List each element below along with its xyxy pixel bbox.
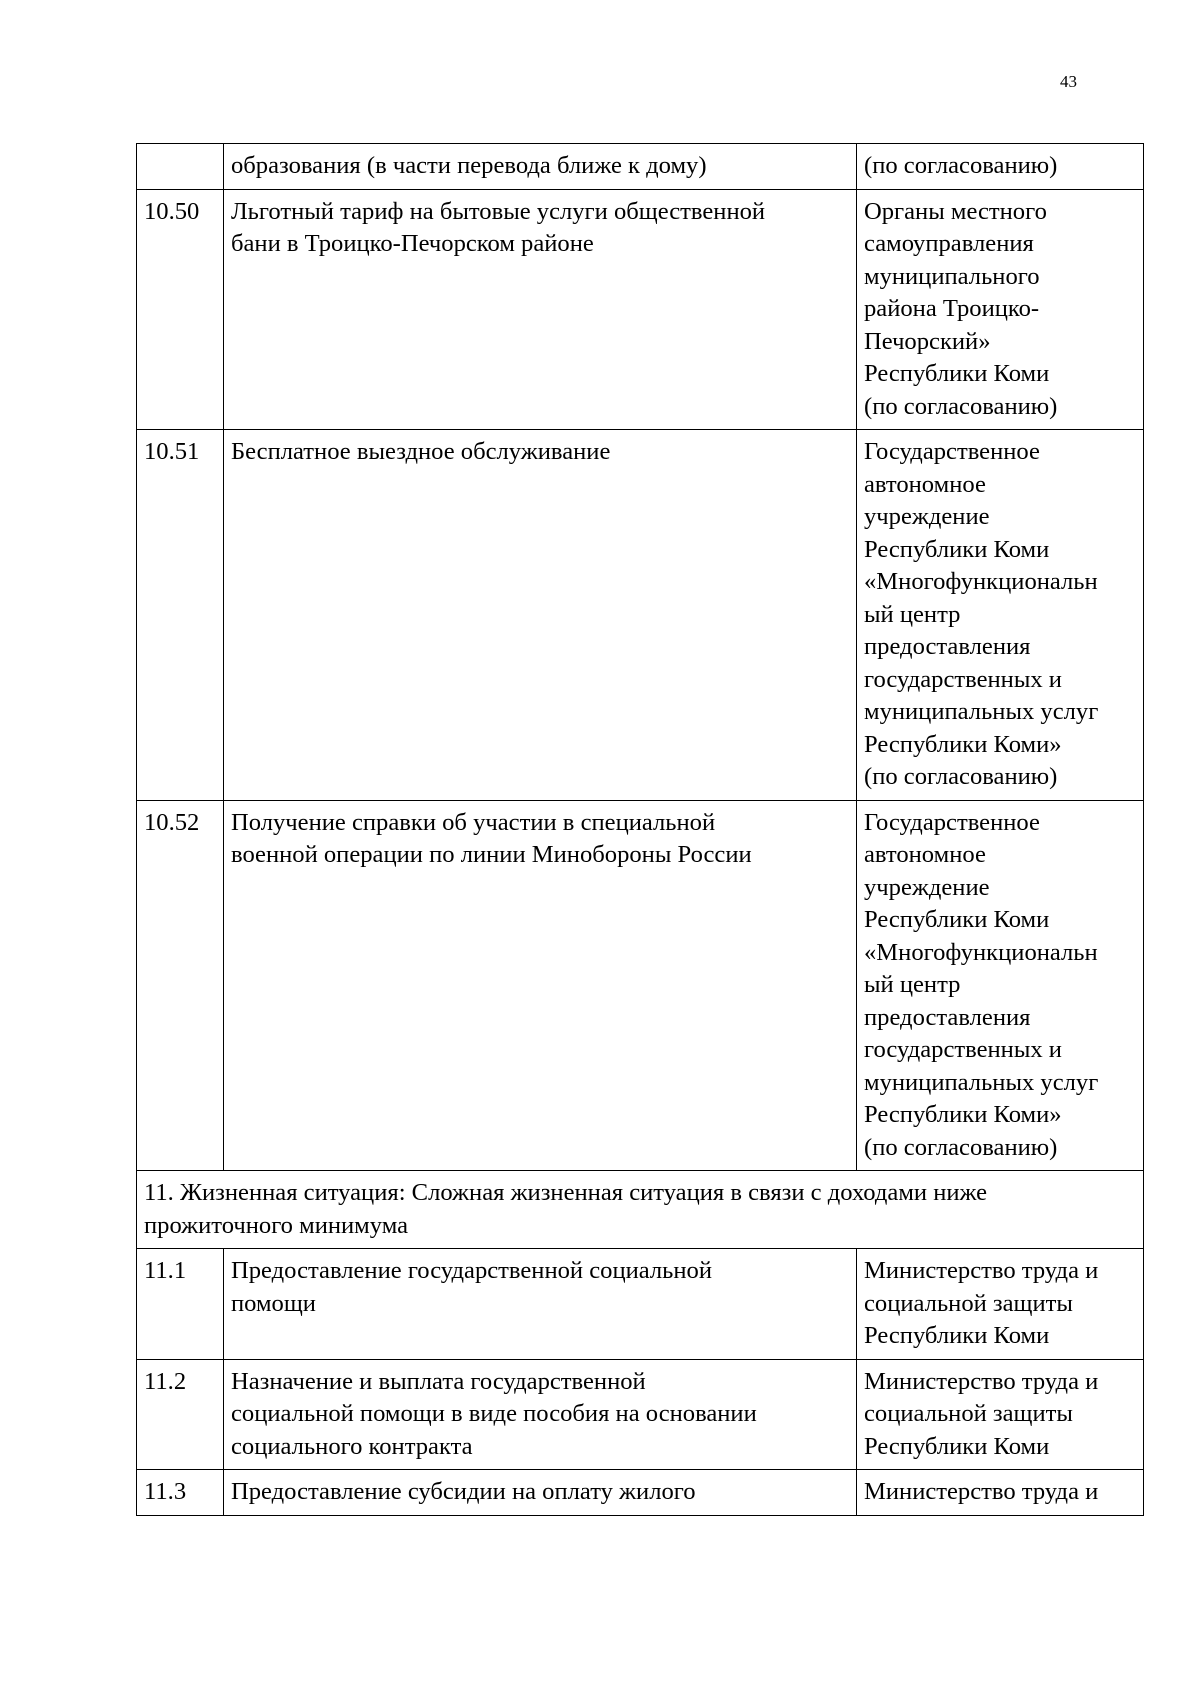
table-row bbox=[137, 1470, 1144, 1516]
row-number: 10.52 bbox=[137, 800, 224, 1171]
organization-line: Органы местного bbox=[864, 197, 1047, 225]
section-title-line: прожиточного минимума bbox=[144, 1211, 409, 1239]
responsible-organization bbox=[857, 1359, 1144, 1470]
organization-line: (по согласованию) bbox=[864, 1133, 1058, 1161]
organization-line: Республики Коми bbox=[864, 906, 1050, 933]
organization-line: социальной защиты bbox=[864, 1400, 1073, 1427]
organization-line: «Многофункциональн bbox=[864, 568, 1098, 595]
service-name bbox=[224, 800, 857, 1171]
responsible-organization bbox=[857, 144, 1144, 190]
responsible-organization bbox=[857, 800, 1144, 1171]
organization-line: Печорский» bbox=[864, 327, 991, 355]
service-name-line: Назначение и выплата государственной bbox=[231, 1367, 646, 1395]
organization-line: государственных и bbox=[864, 1036, 1062, 1063]
organization-line: Республики Коми» bbox=[864, 730, 1062, 758]
row-number: 10.50 bbox=[137, 189, 224, 430]
responsible-organization bbox=[857, 430, 1144, 801]
service-name-line: бани в Троицко-Печорском районе bbox=[231, 230, 594, 257]
service-name bbox=[224, 1470, 857, 1516]
page-number: 43 bbox=[1060, 72, 1077, 91]
table-row bbox=[137, 1359, 1144, 1470]
row-number bbox=[137, 144, 224, 190]
organization-line: ый центр bbox=[864, 600, 961, 628]
service-name-line: военной операции по линии Минобороны России bbox=[231, 841, 752, 868]
organization-line: предоставления bbox=[864, 633, 1031, 660]
table-row bbox=[137, 430, 1144, 801]
service-name-line: социальной помощи в виде пособия на основании bbox=[231, 1400, 757, 1427]
service-name-line: Получение справки об участии в специальной bbox=[231, 808, 716, 836]
organization-line: (по согласованию) bbox=[864, 763, 1058, 790]
service-name-line: Льготный тариф на бытовые услуги общественной bbox=[231, 197, 766, 225]
organization-line: Республики Коми bbox=[864, 360, 1050, 387]
table-row bbox=[137, 144, 1144, 190]
service-name-line: социального контракта bbox=[231, 1432, 473, 1460]
organization-line: Государственное bbox=[864, 438, 1040, 465]
organization-line: муниципального bbox=[864, 262, 1040, 290]
row-number: 11.2 bbox=[137, 1359, 224, 1470]
section-header-row bbox=[137, 1171, 1144, 1249]
organization-line: социальной защиты bbox=[864, 1289, 1073, 1317]
service-name bbox=[224, 1359, 857, 1470]
section-title bbox=[137, 1171, 1144, 1249]
table-row bbox=[137, 800, 1144, 1171]
organization-line: (по согласованию) bbox=[864, 152, 1058, 179]
organization-line: учреждение bbox=[864, 503, 990, 530]
service-name-line: Предоставление субсидии на оплату жилого bbox=[231, 1478, 696, 1505]
service-name-line: помощи bbox=[231, 1289, 316, 1317]
organization-line: муниципальных услуг bbox=[864, 698, 1099, 725]
organization-line: ый центр bbox=[864, 971, 961, 998]
organization-line: муниципальных услуг bbox=[864, 1068, 1099, 1096]
organization-line: государственных и bbox=[864, 665, 1062, 693]
organization-line: Министерство труда и bbox=[864, 1367, 1099, 1395]
service-name bbox=[224, 144, 857, 190]
service-name bbox=[224, 430, 857, 801]
service-name-line: образования (в части перевода ближе к дому) bbox=[231, 152, 707, 179]
row-number: 11.1 bbox=[137, 1249, 224, 1360]
table-body bbox=[137, 144, 1144, 1516]
section-title-line: 11. Жизненная ситуация: Сложная жизненная ситуация в связи с доходами ниже bbox=[144, 1179, 988, 1206]
organization-line: Государственное bbox=[864, 808, 1040, 836]
organization-line: Республики Коми bbox=[864, 535, 1050, 563]
organization-line: самоуправления bbox=[864, 230, 1034, 257]
organization-line: предоставления bbox=[864, 1003, 1031, 1031]
organization-line: Республики Коми bbox=[864, 1432, 1050, 1460]
service-name bbox=[224, 1249, 857, 1360]
table-row bbox=[137, 189, 1144, 430]
organization-line: Республики Коми bbox=[864, 1322, 1050, 1349]
row-number: 10.51 bbox=[137, 430, 224, 801]
organization-line: Министерство труда и bbox=[864, 1257, 1099, 1284]
responsible-organization bbox=[857, 1470, 1144, 1516]
organization-line: Министерство труда и bbox=[864, 1478, 1099, 1505]
responsible-organization bbox=[857, 189, 1144, 430]
organization-line: автономное bbox=[864, 841, 986, 868]
table-row bbox=[137, 1249, 1144, 1360]
services-table bbox=[136, 143, 1144, 1516]
organization-line: (по согласованию) bbox=[864, 392, 1058, 420]
responsible-organization bbox=[857, 1249, 1144, 1360]
organization-line: Республики Коми» bbox=[864, 1101, 1062, 1128]
service-name-line: Предоставление государственной социальной bbox=[231, 1257, 713, 1284]
row-number: 11.3 bbox=[137, 1470, 224, 1516]
organization-line: учреждение bbox=[864, 873, 990, 901]
organization-line: автономное bbox=[864, 470, 986, 498]
organization-line: района Троицко- bbox=[864, 295, 1040, 322]
service-name-line: Бесплатное выездное обслуживание bbox=[231, 438, 611, 465]
service-name bbox=[224, 189, 857, 430]
organization-line: «Многофункциональн bbox=[864, 938, 1098, 966]
